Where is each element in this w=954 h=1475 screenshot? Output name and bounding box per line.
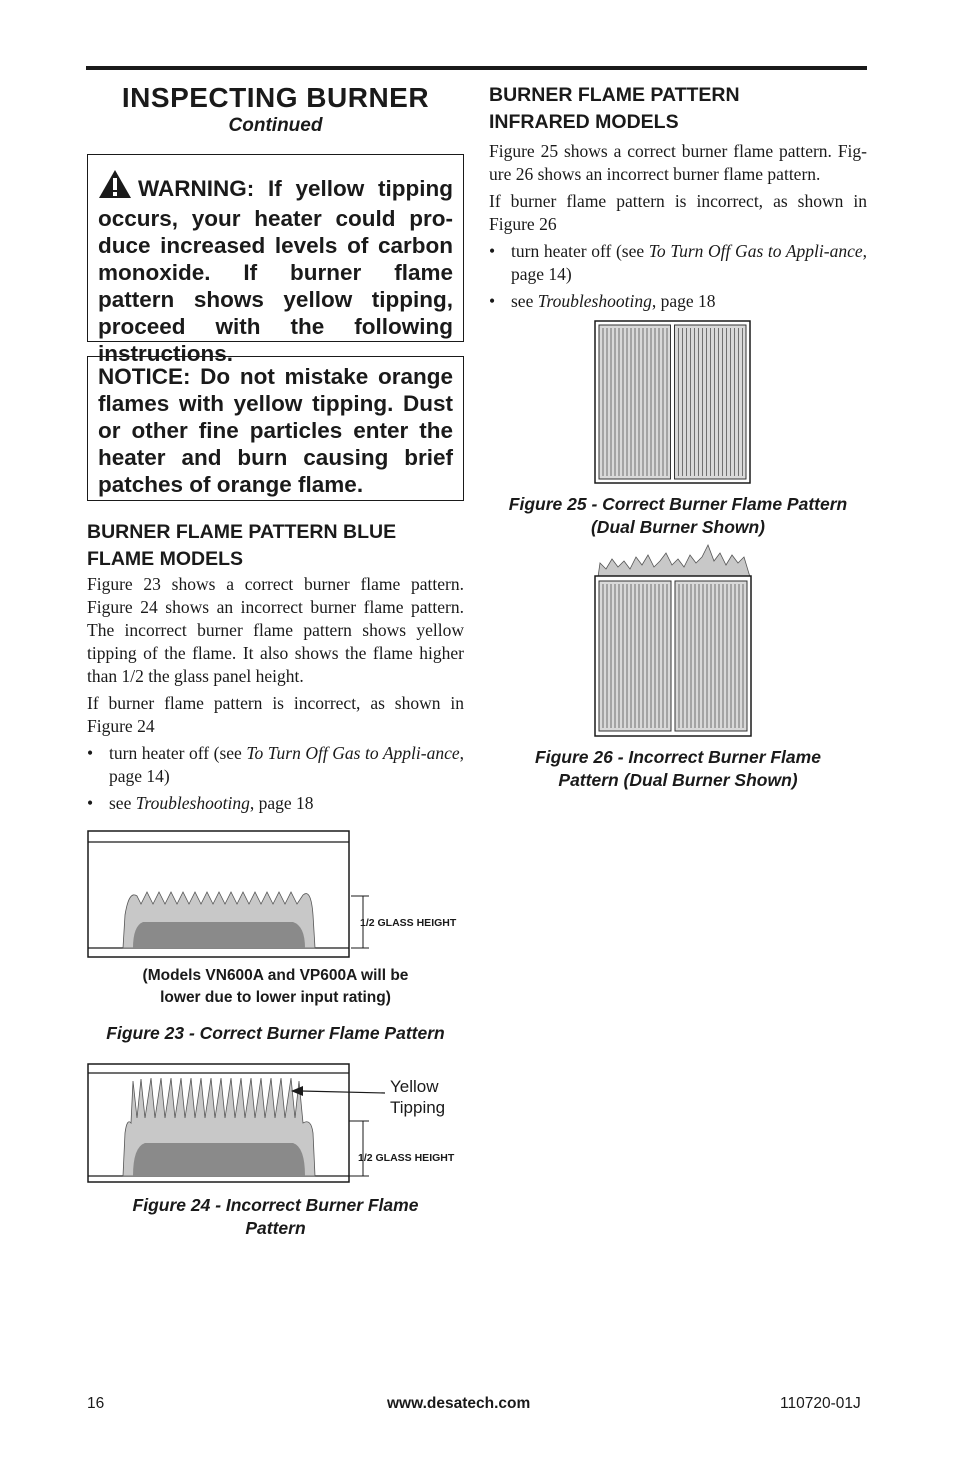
flame-inner-shape <box>133 922 305 948</box>
fig26-caption: Figure 26 - Incorrect Burner Flame Pattern (Dual Burner Shown) <box>535 747 821 790</box>
fig24-yellow-tipping-label: Yellow Tipping <box>390 1077 446 1117</box>
flame-tips-shape <box>598 545 750 577</box>
section-title: INSPECTING BURNER <box>121 82 430 113</box>
list-item: • turn heater off (see To Turn Off Gas to Appli-ance, page 14) <box>489 241 867 284</box>
notice-box <box>87 356 464 501</box>
fig24-glass-height-label: 1/2 GLASS HEIGHT <box>358 1152 455 1164</box>
left-column <box>87 80 464 819</box>
blue-flame-bullets <box>87 742 464 815</box>
fig23-caption: Figure 23 - Correct Burner Flame Pattern <box>106 1023 445 1043</box>
cross-reference-link: To Turn Off Gas to Appli-ance <box>246 743 460 763</box>
infrared-heading: BURNER FLAME PATTERN INFRARED MODELS <box>489 84 740 133</box>
figure-26-diagram <box>594 543 754 738</box>
fig25-caption: Figure 25 - Correct Burner Flame Pattern (Dual Burner Shown) <box>508 494 848 537</box>
right-column <box>489 80 867 317</box>
doc-number: 110720-01J <box>780 1395 861 1412</box>
warning-text: WARNING: If yellow tipping occurs, your heater could pro-duce increased levels of carbon monoxide. If burner flame pattern shows yellow tipping, proceed with the following instructions. <box>98 176 453 366</box>
cross-reference-link: To Turn Off Gas to Appli-ance <box>648 241 863 261</box>
infrared-para1: Figure 25 shows a correct burner flame pattern. Fig-ure 26 shows an incorrect burner flame pattern. <box>489 141 867 184</box>
footer-website: www.desatech.com <box>387 1395 531 1412</box>
top-rule <box>86 66 867 70</box>
fig24-caption: Figure 24 - Incorrect Burner Flame Pattern <box>132 1195 419 1238</box>
flame-inner-shape <box>133 1143 305 1176</box>
page-number: 16 <box>87 1395 105 1412</box>
warning-box <box>87 154 464 366</box>
figure-23-diagram <box>87 830 467 960</box>
infrared-para2: If burner flame pattern is incorrect, as shown in Figure 26 <box>489 191 867 234</box>
warning-triangle-icon <box>98 169 132 205</box>
fig23-note: (Models VN600A and VP600A will be lower due to lower input rating) <box>142 967 409 1006</box>
infrared-bullets <box>489 240 867 313</box>
blue-flame-para2: If burner flame pattern is incorrect, as shown in Figure 24 <box>87 693 464 736</box>
notice-text: NOTICE: Do not mistake orange flames with yellow tipping. Dust or other fine particles enter the heater and burn causing brief patches of orange flame. <box>98 364 453 497</box>
cross-reference-link: Troubleshooting <box>537 291 652 311</box>
blue-flame-section <box>87 519 464 815</box>
figure-25-diagram <box>594 320 752 486</box>
section-subtitle: Continued <box>228 115 323 136</box>
list-item: • see Troubleshooting, page 18 <box>489 291 716 311</box>
cross-reference-link: Troubleshooting <box>135 793 250 813</box>
list-item: • see Troubleshooting, page 18 <box>87 793 314 813</box>
fig23-glass-height-label: 1/2 GLASS HEIGHT <box>360 917 457 929</box>
list-item: • turn heater off (see To Turn Off Gas to Appli-ance, page 14) <box>87 743 464 786</box>
blue-flame-heading: BURNER FLAME PATTERN BLUE FLAME MODELS <box>87 521 397 570</box>
blue-flame-para1: Figure 23 shows a correct burner flame pattern. Figure 24 shows an incorrect burner flame pattern. The incorrect burner flame pattern shows yellow tipping of the flame. It also shows the flame higher than 1/2 the glass panel height. <box>87 574 464 686</box>
